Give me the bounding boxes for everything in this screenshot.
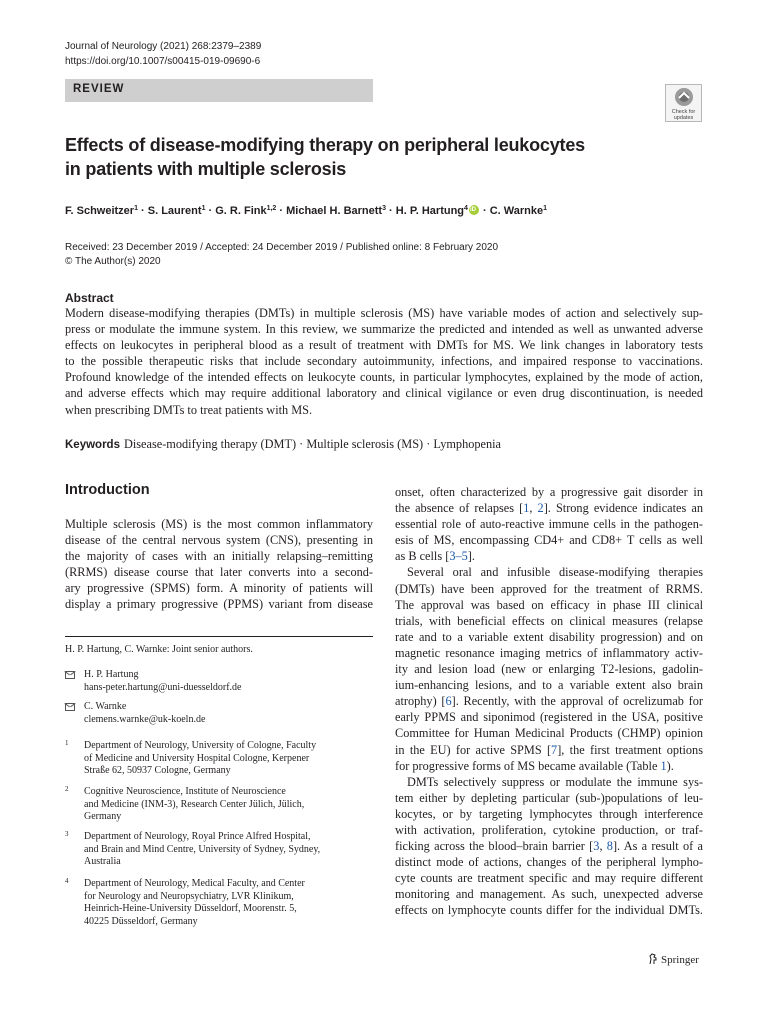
author-name[interactable]: F. Schweitzer <box>65 205 135 217</box>
footnote-divider <box>65 636 373 637</box>
article-title-line-1: Effects of disease-modifying therapy on peripheral leukocytes <box>65 135 585 155</box>
abstract-line: to the possible therapeutic risks that include secondary autoimmunity, infections, and impaired response to vaccinations. <box>65 354 703 369</box>
body-line: ary progressive (SPMS) form. A minority of patients will <box>65 581 373 596</box>
body-line: rate and to a variable extent disability progression) and on <box>395 629 703 644</box>
body-line: ity and lesion load (new or enlarging T2-lesions, gadolin- <box>395 662 703 677</box>
email-link[interactable]: clemens.warnke@uk-koeln.de <box>84 713 206 725</box>
citation-link[interactable]: 7 <box>551 742 558 757</box>
author-affiliation-mark: 1 <box>201 205 206 212</box>
body-line: magnetic resonance imaging metrics of inflammatory activ- <box>395 645 703 660</box>
corresponding-author-name: C. Warnke <box>84 701 127 712</box>
affiliation-line: Straße 62, 50937 Cologne, Germany <box>84 765 231 776</box>
author-name[interactable]: G. R. Fink <box>215 205 267 217</box>
affiliation-line: of Medicine and University Hospital Cologne, Kerpener <box>84 752 310 764</box>
body-line: disease of the central nervous system (CNS), presenting in <box>65 533 373 548</box>
affiliation-line: for Neurology and Neuropsychiatry, LVR Klinikum, <box>84 890 294 902</box>
table-reference-link[interactable]: 1 <box>660 758 667 773</box>
copyright-notice: © The Author(s) 2020 <box>65 256 161 267</box>
abstract-line: effects on leukocytes in peripheral blood as a result of treatment with DMTs for MS. We link changes in laboratory tests <box>65 338 703 353</box>
body-line: Multiple sclerosis (MS) is the most common inflammatory <box>65 517 373 531</box>
author-name[interactable]: Michael H. Barnett <box>286 205 383 217</box>
affiliation-line: Department of Neurology, Royal Prince Alfred Hospital, <box>84 831 311 842</box>
email-link[interactable]: hans-peter.hartung@uni-duesseldorf.de <box>84 681 242 693</box>
affiliation-line: and Brain and Mind Centre, University of Sydney, Sydney, <box>84 843 321 855</box>
citation-link[interactable]: 3–5 <box>449 549 468 564</box>
left-column-text <box>65 516 373 613</box>
joint-authorship-note: H. P. Hartung, C. Warnke: Joint senior authors. <box>65 644 253 655</box>
abstract-line: when prescribing DMTs to treat patients with MS. <box>65 402 313 417</box>
affiliation-number: 1 <box>65 739 69 747</box>
text-run: as B cells [ <box>395 549 450 564</box>
body-line: (DMTs) have been approved for the treatment of RRMS. <box>395 581 703 596</box>
author-affiliation-mark: 1,2 <box>266 205 277 212</box>
crossmark-icon <box>674 87 694 107</box>
affiliation-line: Cognitive Neuroscience, Institute of Neuroscience <box>84 786 286 797</box>
crossmark-label-1: Check for <box>671 109 696 115</box>
keywords-text: Disease-modifying therapy (DMT) · Multiple sclerosis (MS) · Lymphopenia <box>123 437 501 451</box>
text-run: ). <box>666 758 674 773</box>
body-line <box>395 500 703 516</box>
citation-link[interactable]: 6 <box>445 694 452 709</box>
author-affiliation-mark: 1 <box>543 205 548 212</box>
text-run: ]. As a result of a <box>612 839 703 854</box>
affiliation-line: Heinrich-Heine-University Düsseldorf, Moorenstr. 5, <box>84 903 297 914</box>
body-line: Committee for Human Medicinal Products (CHMP) opinion <box>395 726 703 741</box>
body-line: tem either by depleting particular (sub-)populations of leu- <box>395 790 703 805</box>
body-line: kocytes, or by targeting lymphocytes through interference <box>395 806 703 821</box>
author-affiliation-mark: 1 <box>134 205 138 212</box>
envelope-icon <box>65 671 75 679</box>
affiliation-line: and Medicine (INM-3), Research Center Jülich, Jülich, <box>84 798 305 810</box>
body-line: essential role of auto-reactive immune cells in the pathogen- <box>395 517 703 532</box>
introduction-heading: Introduction <box>65 482 150 498</box>
author-name[interactable]: H. P. Hartung <box>395 205 465 217</box>
body-line <box>395 838 703 854</box>
article-title-line-2: in patients with multiple sclerosis <box>65 159 347 179</box>
body-line: The approval was based on efficacy in phase III clinical <box>395 597 703 612</box>
author-name[interactable]: S. Laurent <box>147 205 202 217</box>
body-line: monitoring and management. As such, unexpected adverse <box>395 887 703 902</box>
author-separator: · <box>137 205 148 217</box>
orcid-icon[interactable] <box>469 205 479 215</box>
body-line: (RRMS) disease course that later converts into a second- <box>65 565 373 580</box>
author-affiliation-mark: 3 <box>382 205 386 212</box>
affiliation-line: Department of Neurology, Medical Faculty, and Center <box>84 878 305 889</box>
check-for-updates-button[interactable] <box>665 84 702 122</box>
text-run: ficking across the blood–brain barrier [ <box>395 839 594 854</box>
author-separator: · <box>276 205 287 217</box>
abstract-body <box>65 305 703 418</box>
citation-link[interactable]: 2 <box>537 501 544 516</box>
abstract-heading: Abstract <box>65 291 114 305</box>
text-run: ]. Strong evidence indicates an <box>543 501 703 516</box>
text-run: ], the first treatment options <box>557 742 703 757</box>
body-line <box>395 742 703 758</box>
affiliation-line: Australia <box>84 856 121 867</box>
affiliation-number: 4 <box>65 877 69 885</box>
crossmark-label-2: updates <box>673 115 694 121</box>
text-run: ]. <box>467 549 475 564</box>
body-line: early PPMS and siponimod (registered in the USA, positive <box>395 710 703 725</box>
author-separator: · <box>205 205 216 217</box>
text-run: in the EU) for active SPMS [ <box>395 742 552 757</box>
text-run: ]. Recently, with the approval of ocrelizumab for <box>451 694 703 709</box>
citation-link[interactable]: 3 <box>593 839 600 854</box>
doi-link[interactable]: https://doi.org/10.1007/s00415-019-09690-6 <box>65 56 261 67</box>
right-column-text <box>395 484 703 919</box>
corresponding-author-name: H. P. Hartung <box>84 669 139 680</box>
body-line <box>395 548 703 564</box>
body-line: the majority of cases with an initially relapsing–remitting <box>65 549 373 564</box>
text-run: , <box>529 501 538 516</box>
body-line: effects on lymphocyte counts differ for the individual DMTs. <box>395 903 703 918</box>
springer-horse-icon <box>648 953 658 965</box>
journal-reference: Journal of Neurology (2021) 268:2379–2389 <box>65 41 262 52</box>
body-line: display a primary progressive (PPMS) variant from disease <box>65 597 373 612</box>
keywords-label: Keywords <box>65 439 120 451</box>
abstract-line: Profound knowledge of the intended effects on leukocyte counts, in particular lymphocytes, explained by the mode of action, <box>65 370 703 385</box>
body-line: onset, often characterized by a progressive gait disorder in <box>395 485 703 499</box>
article-type-label: REVIEW <box>73 83 125 95</box>
author-name[interactable]: C. Warnke <box>489 205 544 217</box>
abstract-line: and adverse effects which may require additional laboratory and clinical vigilance or even drug discontinuation, is needed <box>65 386 703 401</box>
text-run: for progressive forms of MS became available (Table <box>395 758 661 773</box>
body-line: distinct mode of actions, changes of the peripheral lympho- <box>395 855 703 870</box>
author-affiliation-mark: 4 <box>464 205 468 212</box>
text-run: the absence of relapses [ <box>395 501 524 516</box>
article-type-banner <box>65 79 373 102</box>
abstract-line: Modern disease-modifying therapies (DMTs) in multiple sclerosis (MS) have variable modes of action and selectively sup- <box>65 306 703 320</box>
body-line: esis of MS, encompassing CD4+ and CD8+ T cells as well <box>395 533 703 548</box>
affiliation-line: Germany <box>84 811 122 822</box>
text-run: , <box>599 839 607 854</box>
body-line: DMTs selectively suppress or modulate the immune sys- <box>407 774 703 789</box>
publisher-name: Springer <box>661 954 699 966</box>
author-separator: · <box>385 205 396 217</box>
citation-link[interactable]: 1 <box>523 501 530 516</box>
author-list <box>65 202 547 218</box>
publisher-logo <box>648 953 699 966</box>
publication-history: Received: 23 December 2019 / Accepted: 24 December 2019 / Published online: 8 February 2020 <box>65 242 499 253</box>
affiliation-line: Department of Neurology, University of Cologne, Faculty <box>84 740 317 751</box>
text-run: atrophy) [ <box>395 694 446 709</box>
citation-link[interactable]: 8 <box>606 839 613 854</box>
keywords <box>65 437 501 452</box>
affiliation-line: 40225 Düsseldorf, Germany <box>84 915 198 927</box>
body-line <box>395 758 703 774</box>
body-line <box>395 693 703 709</box>
body-line: ium-enhancing lesions, and to a variable extent also brain <box>395 678 703 693</box>
author-separator: · <box>479 205 490 217</box>
envelope-icon <box>65 703 75 711</box>
abstract-line: press or modulate the immune system. In this review, we summarize the predicted and intended as well as unwanted adverse <box>65 322 703 337</box>
body-line: trials, with beneficial effects on clinical measures (relapse <box>395 613 703 628</box>
body-line: cyte counts are treatment specific and may require different <box>395 871 703 886</box>
affiliation-number: 2 <box>65 785 69 793</box>
body-line: Several oral and infusible disease-modifying therapies <box>407 565 703 580</box>
body-line: with activation, proliferation, cytokine production, or traf- <box>395 822 703 837</box>
affiliation-number: 3 <box>65 830 69 838</box>
